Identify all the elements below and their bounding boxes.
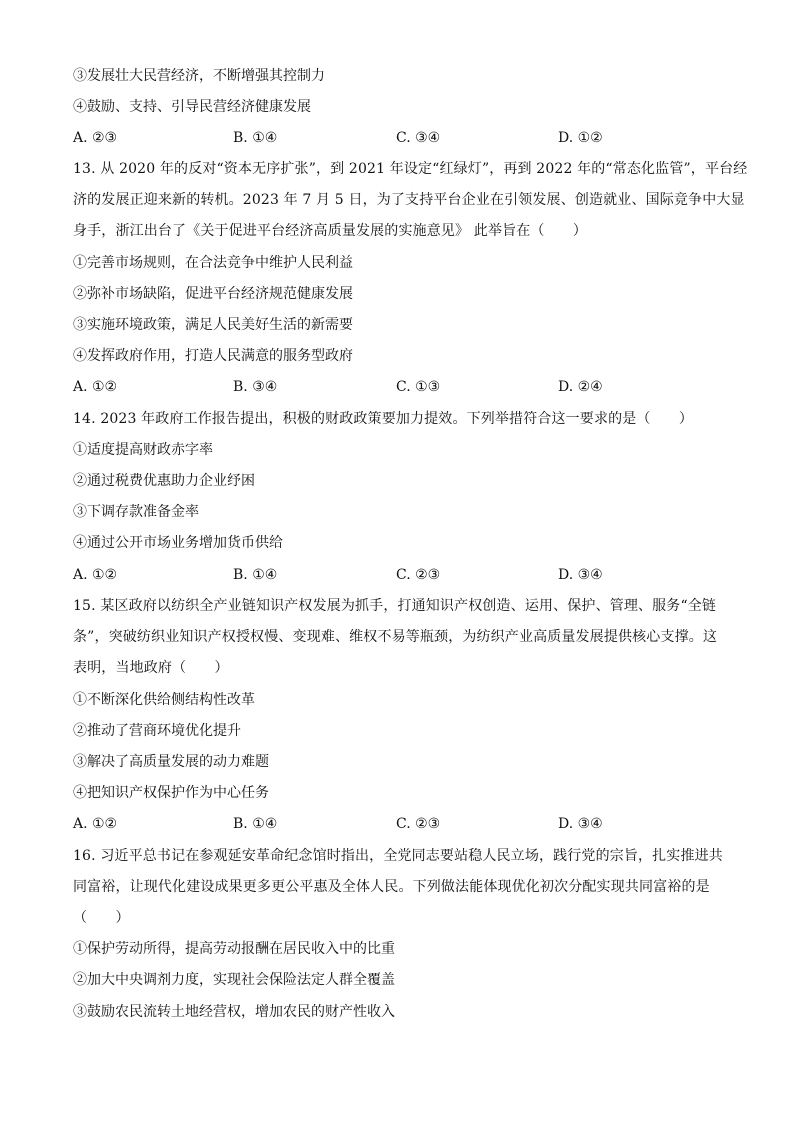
q15-stem-line-3: 表明，当地政府（ ） [73,660,229,676]
q12-option-c: C. ③④ [396,130,441,146]
q15-option-c: C. ②③ [396,816,441,832]
q15-item-1: ①不断深化供给侧结构性改革 [73,692,255,708]
q14-item-4: ④通过公开市场业务增加货币供给 [73,535,283,551]
q14-item-3: ③下调存款准备金率 [73,504,199,520]
q13-stem-line-2: 济的发展正迎来新的转机。2023 年 7 月 5 日，为了支持平台企业在引领发展、创造就业、国际竞争中大显 [73,192,745,208]
q14-option-b: B. ①④ [233,567,278,583]
q15-stem-line-2: 条”，突破纺织业知识产权授权慢、变现难、维权不易等瓶颈，为纺织产业高质量发展提供核心支撑。这 [73,629,718,645]
q14-option-a: A. ①② [73,567,118,583]
q13-item-2: ②弥补市场缺陷，促进平台经济规范健康发展 [73,286,353,302]
q14-item-2: ②通过税费优惠助力企业纾困 [73,473,255,489]
q13-item-4: ④发挥政府作用，打造人民满意的服务型政府 [73,348,353,364]
q13-stem-line-1: 13. 从 2020 年的反对“资本无序扩张”，到 2021 年设定“红绿灯”，再到 2022 年的“常态化监管”，平台经 [73,161,748,177]
q13-option-b: B. ③④ [233,379,278,395]
q13-option-d: D. ②④ [558,379,603,395]
q12-item-4: ④鼓励、支持、引导民营经济健康发展 [73,99,311,115]
q12-option-d: D. ①② [558,130,603,146]
q14-stem-line-1: 14. 2023 年政府工作报告提出，积极的财政政策要加力提效。下列举措符合这一要求的是（ ） [73,411,693,427]
q12-item-3: ③发展壮大民营经济，不断增强其控制力 [73,68,325,84]
q15-option-a: A. ①② [73,816,118,832]
q15-stem-line-1: 15. 某区政府以纺织全产业链知识产权发展为抓手，打通知识产权创造、运用、保护、管理、服务“全链 [73,598,717,614]
q12-option-b: B. ①④ [233,130,278,146]
q14-option-c: C. ②③ [396,567,441,583]
q16-stem-line-2: 同富裕，让现代化建设成果更多更公平惠及全体人民。下列做法能体现优化初次分配实现共同富裕的是 [73,879,710,895]
q16-item-2: ②加大中央调剂力度，实现社会保险法定人群全覆盖 [73,972,395,988]
q13-option-c: C. ①③ [396,379,441,395]
q13-stem-line-3: 身手，浙江出台了《关于促进平台经济高质量发展的实施意见》 此举旨在（ ） [73,223,587,239]
q15-option-b: B. ①④ [233,816,278,832]
q13-item-1: ①完善市场规则，在合法竞争中维护人民利益 [73,255,353,271]
q13-option-a: A. ①② [73,379,118,395]
q15-item-4: ④把知识产权保护作为中心任务 [73,785,269,801]
q14-item-1: ①适度提高财政赤字率 [73,442,213,458]
q16-item-3: ③鼓励农民流转土地经营权，增加农民的财产性收入 [73,1004,395,1020]
q15-item-3: ③解决了高质量发展的动力难题 [73,754,269,770]
q14-option-d: D. ③④ [558,567,603,583]
q15-item-2: ②推动了营商环境优化提升 [73,723,241,739]
q16-item-1: ①保护劳动所得，提高劳动报酬在居民收入中的比重 [73,941,395,957]
q16-stem-line-1: 16. 习近平总书记在参观延安革命纪念馆时指出，全党同志要站稳人民立场，践行党的宗旨，扎实推进共 [73,848,723,864]
q15-option-d: D. ③④ [558,816,603,832]
q16-stem-line-3: （ ） [73,910,130,926]
q12-option-a: A. ②③ [73,130,118,146]
q13-item-3: ③实施环境政策，满足人民美好生活的新需要 [73,317,353,333]
